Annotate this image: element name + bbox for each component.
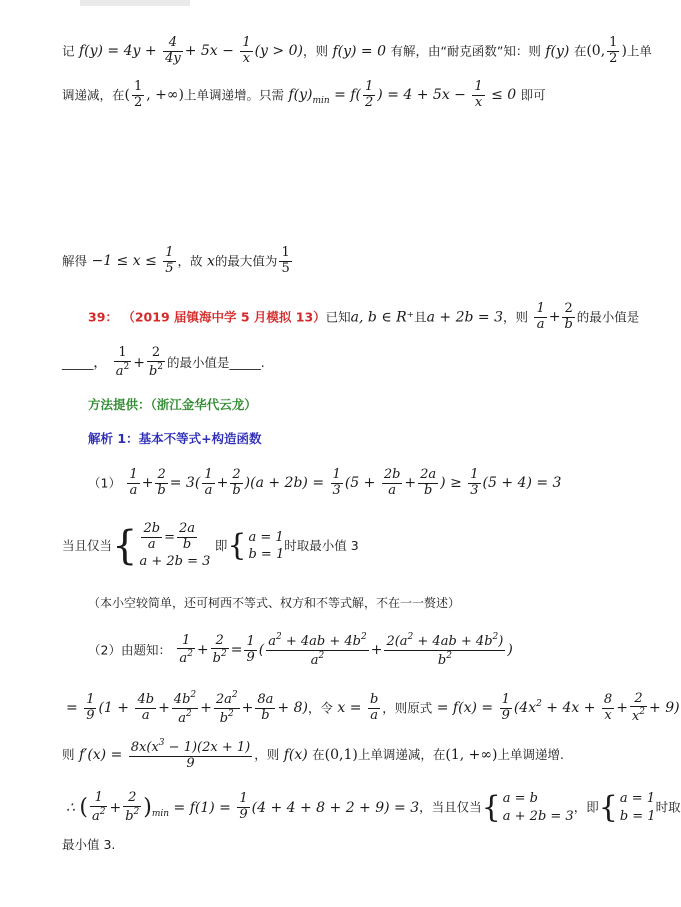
note-text: （本小空较简单，还可柯西不等式、权方和不等式解，不在一一赘述） [88, 596, 461, 610]
problem-equation: a + 2b = 3 [426, 309, 503, 326]
line2-text-2: 上单调递增。只需 [184, 87, 285, 103]
conclusion-text-3: 时取 [655, 799, 681, 815]
part1-line [88, 468, 561, 499]
problem-condition: a, b ∈ R⁺ [350, 309, 415, 326]
line3-answer: $\frac{1}{5}$ [281, 245, 290, 276]
conclusion-text-1: ，当且仅当 [419, 799, 482, 815]
problem-expr-2: $\frac{1}{a^2}$ + $\frac{2}{b^2}$ [115, 345, 163, 379]
problem-text-2: 且 [414, 309, 427, 325]
line3-var: x [207, 253, 215, 270]
system-brace-1: { [112, 523, 138, 570]
line3-text-1: 解得 [62, 253, 88, 269]
solution-line-1 [62, 36, 652, 67]
expand-text-1: ，令 [307, 700, 333, 716]
top-scan-artifact [80, 0, 190, 6]
expand-formula: = $\frac{1}{9}$ (1 + $\frac{4b}{a}$ + $\frac{4b^2}{a^2}$ + $\frac{2a^2}{b^2}$ + $\frac{8a}{b}$ + 8) [66, 690, 308, 726]
conclusion-text-2: ，即 [573, 799, 599, 815]
line3-formula: −1 ≤ x ≤ $\frac{1}{5}$ [91, 245, 174, 276]
solution-title: 基本不等式+构造函数 [138, 431, 262, 446]
part1-formula: $\frac{1}{a}$ + $\frac{2}{b}$ = 3( $\frac{1}{a}$ + $\frac{2}{b}$ )(a + 2b) = $\frac{1}{3}$ (5 + $\frac{2b}{a}$ + $\frac{2a}{b}$ ) ≥ $\frac{1}{3}$ (5 + 4) = 3 [129, 467, 562, 498]
problem-source: （2019 届镇海中学 5 月模拟 13） [122, 309, 326, 325]
problem-text-4: 的最小值是 [576, 309, 640, 325]
deriv-text-3: 在 [312, 746, 325, 762]
line3-text-2: ，故 [177, 253, 203, 269]
cond1-line [62, 522, 359, 570]
derivative-formula: f′(x) = $\frac{8x(x^3 - 1)(2x + 1)}{9}$ [78, 738, 251, 771]
expand-line [66, 690, 680, 727]
part2-line [88, 632, 513, 669]
solution-line-3 [62, 246, 294, 277]
line1-text-3: 在 [573, 43, 587, 59]
cond1-system-2: a = 1 b = 1 [248, 529, 285, 563]
problem-number: 39： [88, 309, 118, 325]
line1-formula: f(y) = 4y + $\frac{4}{4y}$ + 5x − $\frac{1}{x}$ (y > 0) [78, 35, 303, 66]
line2-formula: $f(y)_{min} = f$( $\frac{1}{2}$ ) = 4 + 5x − $\frac{1}{x}$ ≤ 0 [288, 79, 517, 110]
system-brace-3: { [481, 789, 501, 825]
answer-blank-2[interactable]: _____. [229, 354, 265, 370]
line1-prefix: 记 [62, 43, 75, 59]
conclusion-system-1: a = b a + 2b = 3 [502, 791, 574, 824]
cond1-text-3: 时取最小值 3 [284, 538, 359, 554]
line1-text-4: 上单 [626, 43, 652, 59]
derivative-line [62, 738, 564, 772]
line1-text-2: 有解，由“耐克函数”知：则 [390, 43, 541, 59]
conclusion-line [66, 790, 681, 825]
part2-tag: （2） [88, 642, 121, 658]
system-brace-2: { [227, 528, 247, 564]
line1-formula-3: f(y) [545, 43, 570, 60]
expand-text-2: ，则原式 [382, 700, 433, 716]
conclusion-system-2: a = 1 b = 1 [619, 791, 656, 824]
problem-expr-1: $\frac{1}{a}$ + $\frac{2}{b}$ [536, 301, 573, 332]
line2-text-1: 调递减，在 [62, 87, 125, 103]
note-line [88, 596, 460, 610]
system-brace-4: { [598, 789, 618, 825]
line1-interval: (0, $\frac{1}{2}$ ) [586, 35, 627, 66]
deriv-text-4: 上单调递减，在 [357, 746, 446, 762]
deriv-text-1: 则 [62, 746, 75, 762]
problem-text-5: 的最小值是 [167, 354, 230, 370]
line2-text-3: 即可 [520, 87, 546, 103]
substitution: x = $\frac{b}{a}$ [337, 692, 379, 723]
deriv-interval-1: (0,1) [324, 746, 358, 763]
cond1-text-2: 即 [214, 538, 228, 554]
deriv-interval-2: (1, +∞) [445, 746, 498, 763]
method-label: 方法提供： [88, 397, 151, 412]
cond1-text-1: 当且仅当 [62, 538, 113, 554]
method-author: （浙江金华代云龙） [150, 397, 257, 412]
part2-formula: $\frac{1}{a^2}$ + $\frac{2}{b^2}$ = $\frac{1}{9}$ ( $\frac{a^2 + 4ab + 4b^2}{a^2}$ + $\frac{2(a^2 + 4ab + 4b^2)}{b^2}$ ) [179, 632, 513, 668]
conclusion-text-4: 最小值 3. [62, 837, 116, 852]
part2-text-1: 由题知： [120, 642, 171, 658]
line2-interval: ( $\frac{1}{2}$ , +∞) [124, 79, 185, 110]
solution-line-2 [62, 80, 546, 111]
method-line [88, 398, 257, 412]
fx-formula: = f(x) = $\frac{1}{9}$ ($4x^2 + 4x$ + $\frac{8}{x}$ + $\frac{2}{x^2}$ + 9) [436, 690, 680, 725]
conclusion-line-2 [62, 838, 115, 852]
cond1-system-1: $\frac{2b}{a}$ = $\frac{2a}{b}$ a + 2b = 3 [139, 521, 211, 569]
deriv-fx: f(x) [283, 746, 308, 763]
line1-text-1: ，则 [302, 43, 328, 59]
problem-39-line-1 [88, 302, 639, 333]
conclusion-formula: ∴ ( $\frac{1}{a^2}$ + $\frac{2}{b^2}$ )$_{min} = f(1)$ = $\frac{1}{9}$ (4 + 4 + 8 + 2 + 9) = 3 [66, 789, 420, 824]
deriv-text-5: 上单调递增. [497, 746, 564, 762]
line3-text-3: 的最大值为 [214, 253, 278, 269]
problem-text-3: ，则 [502, 309, 528, 325]
line1-formula-2: f(y) = 0 [332, 43, 386, 60]
solution-heading [88, 432, 262, 446]
solution-label: 解析 1： [88, 431, 139, 446]
problem-39-line-2: _____， $\frac{1}{a^2}$ + $\frac{2}{b^2}$ 的最小值是_____. [62, 345, 265, 379]
part1-tag: （1） [88, 475, 121, 491]
deriv-text-2: ，则 [254, 746, 280, 762]
answer-blank-1[interactable]: _____ [62, 354, 94, 370]
problem-text-1: 已知 [325, 309, 351, 325]
